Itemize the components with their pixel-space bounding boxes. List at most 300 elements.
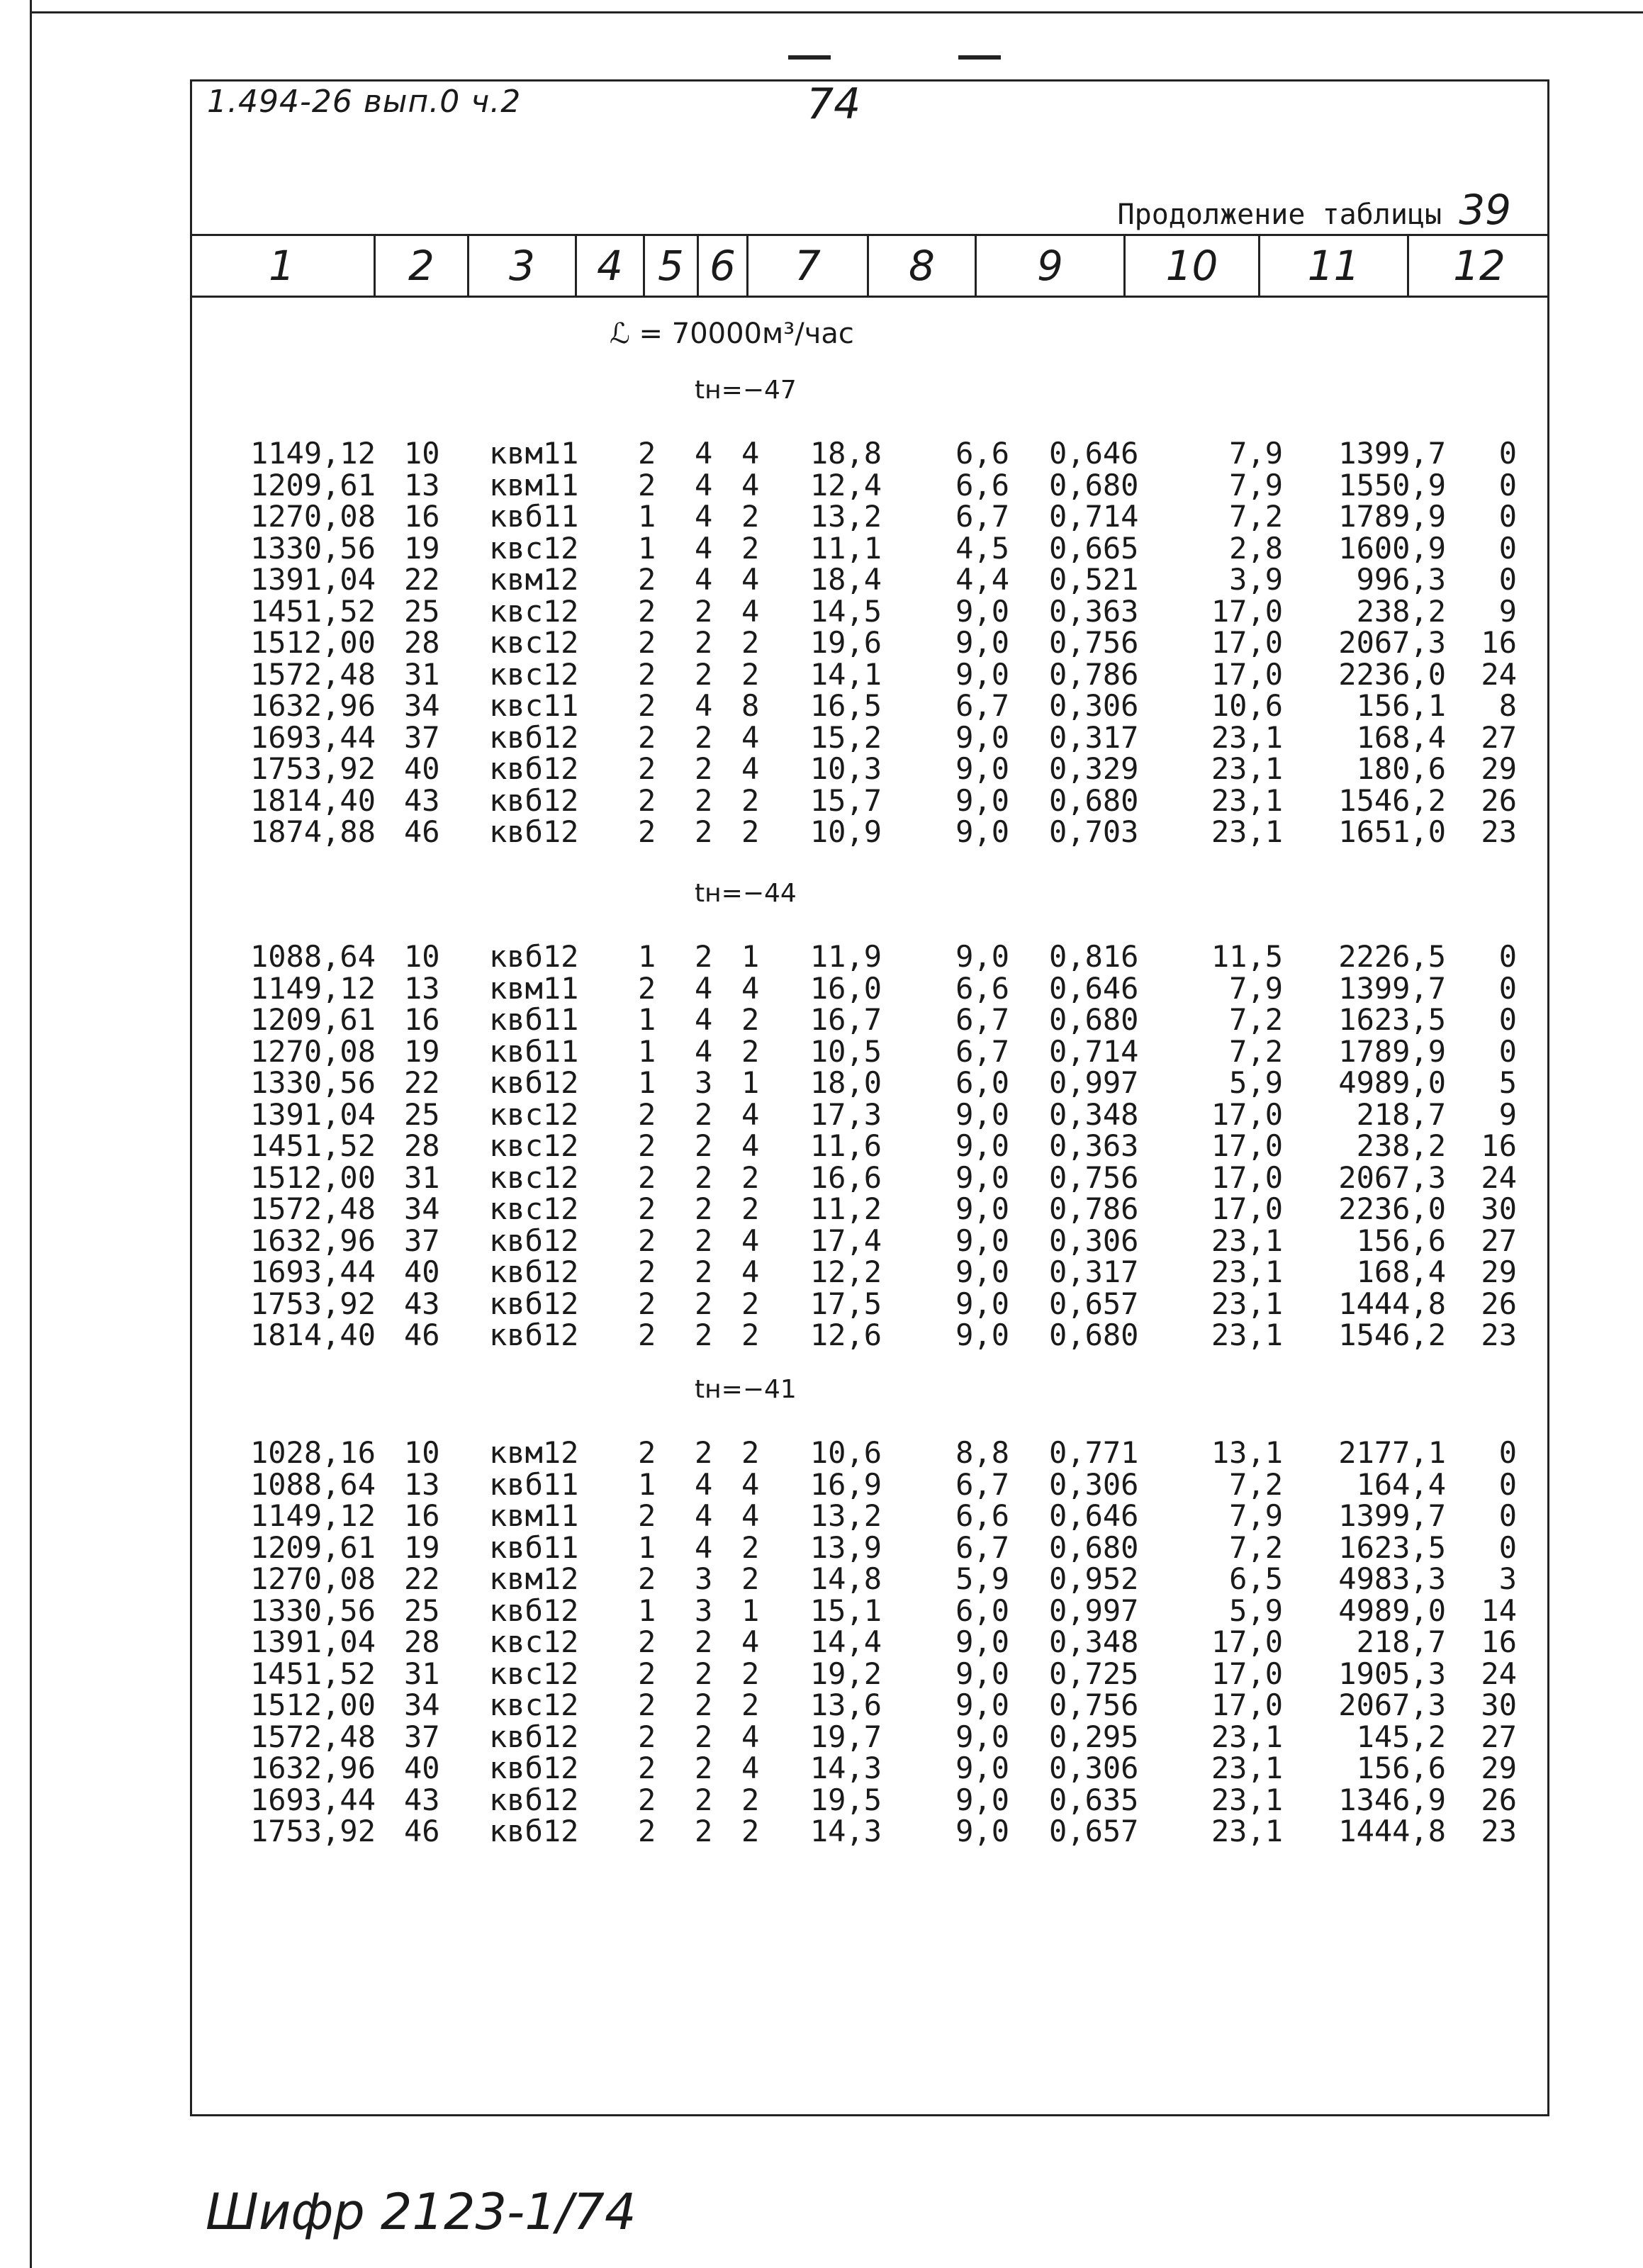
table-cell: 46 — [404, 814, 440, 849]
table-cell: 2 — [741, 782, 760, 818]
table-cell: 0,680 — [1049, 782, 1139, 818]
table-cell: 0,665 — [1049, 530, 1139, 566]
table-cell: 17,0 — [1211, 1096, 1283, 1132]
table-cell: 0,786 — [1049, 656, 1139, 692]
table-cell: 37 — [404, 1223, 440, 1258]
table-cell: 2 — [695, 719, 713, 755]
table-cell: квс12 — [489, 1656, 579, 1691]
table-cell: 13 — [404, 970, 440, 1006]
table-cell: 9,0 — [955, 1688, 1009, 1722]
table-cell: 2 — [741, 814, 760, 849]
table-cell: 23,1 — [1211, 1814, 1283, 1848]
table-cell: 2 — [638, 1128, 656, 1163]
table-cell: 0,348 — [1049, 1624, 1139, 1659]
table-cell: 1651,0 — [1338, 814, 1446, 849]
table-row — [0, 1286, 1643, 1321]
table-cell: 2 — [695, 782, 713, 818]
table-cell: 23,1 — [1211, 1782, 1283, 1817]
column-header: 2 — [376, 236, 469, 296]
table-cell: квб12 — [489, 1751, 579, 1785]
table-cell: 1330,56 — [249, 1065, 376, 1100]
table-cell: 1451,52 — [249, 1128, 376, 1163]
table-row — [0, 1223, 1643, 1258]
table-cell: 18,8 — [809, 436, 882, 471]
table-cell: 1028,16 — [249, 1435, 376, 1470]
table-cell: 4 — [695, 530, 713, 566]
table-cell: 0,816 — [1049, 939, 1139, 974]
table-cell: 1572,48 — [249, 1191, 376, 1226]
table-row — [0, 1033, 1643, 1069]
table-cell: квс11 — [489, 688, 579, 723]
column-header: 1 — [190, 236, 376, 296]
table-row — [0, 1498, 1643, 1533]
table-cell: 2 — [741, 1160, 760, 1195]
table-row — [0, 1128, 1643, 1163]
table-cell: 17,0 — [1211, 625, 1283, 660]
table-cell: 2 — [638, 1254, 656, 1289]
table-cell: 19,2 — [809, 1656, 882, 1691]
table-cell: 1623,5 — [1338, 1529, 1446, 1565]
table-cell: 17,4 — [809, 1223, 882, 1258]
table-cell: 0,756 — [1049, 1160, 1139, 1195]
table-cell: 2 — [741, 1286, 760, 1321]
table-cell: 1789,9 — [1338, 499, 1446, 534]
table-cell: 0,703 — [1049, 814, 1139, 849]
table-cell: 12,2 — [809, 1254, 882, 1289]
table-cell: 0,646 — [1049, 436, 1139, 471]
continuation-text: Продолжение таблицы — [1117, 198, 1442, 231]
table-cell: 14,1 — [809, 656, 882, 692]
column-header: 7 — [748, 236, 869, 296]
table-cell: 1814,40 — [249, 1318, 376, 1352]
table-cell: 4989,0 — [1338, 1065, 1446, 1100]
table-cell: 19 — [404, 1033, 440, 1069]
table-cell: 6,0 — [955, 1065, 1009, 1100]
table-cell: 156,6 — [1356, 1751, 1446, 1785]
table-cell: 10,3 — [809, 751, 882, 786]
table-cell: 22 — [404, 1561, 440, 1596]
table-cell: 1149,12 — [249, 970, 376, 1006]
table-cell: 5,9 — [955, 1561, 1009, 1596]
column-header: 11 — [1260, 236, 1409, 296]
table-cell: 9,0 — [955, 656, 1009, 692]
table-row — [0, 1719, 1643, 1754]
table-cell: 4 — [695, 436, 713, 471]
table-cell: квм11 — [489, 467, 579, 503]
table-cell: 26 — [1481, 782, 1517, 818]
table-cell: 6,7 — [955, 1529, 1009, 1565]
table-row — [0, 1254, 1643, 1289]
table-cell: 40 — [404, 751, 440, 786]
table-cell: 2 — [695, 751, 713, 786]
document-code: 1.494-26 вып.0 ч.2 — [207, 84, 522, 120]
table-cell: 19,7 — [809, 1719, 882, 1754]
table-cell: 0 — [1498, 436, 1517, 471]
table-cell: 6,6 — [955, 467, 1009, 503]
table-cell: 996,3 — [1356, 562, 1446, 597]
table-cell: 2 — [638, 814, 656, 849]
table-cell: 10,6 — [809, 1435, 882, 1470]
table-cell: 19,5 — [809, 1782, 882, 1817]
table-cell: 1 — [638, 499, 656, 534]
table-cell: квс12 — [489, 625, 579, 660]
table-cell: 1550,9 — [1338, 467, 1446, 503]
table-cell: 40 — [404, 1751, 440, 1785]
table-cell: 9,0 — [955, 939, 1009, 974]
table-cell: 1399,7 — [1338, 970, 1446, 1006]
table-cell: 4,4 — [955, 562, 1009, 597]
table-cell: 4 — [741, 751, 760, 786]
table-cell: 2 — [638, 436, 656, 471]
table-cell: 7,2 — [1229, 1466, 1283, 1502]
table-cell: 2 — [695, 939, 713, 974]
table-cell: 2 — [695, 1318, 713, 1352]
table-cell: 24 — [1481, 1656, 1517, 1691]
table-cell: 6,6 — [955, 436, 1009, 471]
table-cell: 2236,0 — [1338, 1191, 1446, 1226]
table-cell: 2 — [695, 625, 713, 660]
table-cell: 9,0 — [955, 1751, 1009, 1785]
table-cell: 1 — [638, 1002, 656, 1037]
table-cell: 16,6 — [809, 1160, 882, 1195]
column-header: 4 — [577, 236, 645, 296]
table-cell: квс12 — [489, 530, 579, 566]
table-cell: 1 — [638, 1466, 656, 1502]
table-cell: 2 — [638, 751, 656, 786]
table-cell: 0,646 — [1049, 1498, 1139, 1533]
table-cell: 25 — [404, 1593, 440, 1628]
table-cell: 2 — [695, 814, 713, 849]
table-cell: 238,2 — [1356, 1128, 1446, 1163]
table-cell: квс12 — [489, 1688, 579, 1722]
table-cell: 2 — [695, 1435, 713, 1470]
table-cell: 14,4 — [809, 1624, 882, 1659]
table-cell: квб11 — [489, 1033, 579, 1069]
table-cell: 2 — [638, 1096, 656, 1132]
table-cell: 17,5 — [809, 1286, 882, 1321]
table-row — [0, 1318, 1643, 1352]
table-cell: 16 — [1481, 625, 1517, 660]
table-cell: 7,2 — [1229, 499, 1283, 534]
table-cell: 1753,92 — [249, 1286, 376, 1321]
table-cell: 4983,3 — [1338, 1561, 1446, 1596]
table-cell: 23,1 — [1211, 751, 1283, 786]
table-cell: 19 — [404, 1529, 440, 1565]
table-cell: 2 — [695, 1223, 713, 1258]
table-cell: 7,2 — [1229, 1529, 1283, 1565]
table-cell: 2 — [741, 1002, 760, 1037]
table-cell: квб11 — [489, 1002, 579, 1037]
table-cell: 17,0 — [1211, 656, 1283, 692]
table-cell: 1632,96 — [249, 688, 376, 723]
table-cell: 4 — [741, 1498, 760, 1533]
table-cell: 30 — [1481, 1191, 1517, 1226]
section-label: tн=−44 — [695, 879, 797, 908]
table-cell: 1874,88 — [249, 814, 376, 849]
table-cell: 2 — [695, 1191, 713, 1226]
table-cell: 31 — [404, 1656, 440, 1691]
table-cell: 180,6 — [1356, 751, 1446, 786]
table-cell: 4 — [741, 1624, 760, 1659]
flow-rate-title: ℒ = 70000м³/час — [610, 318, 854, 350]
table-cell: квб11 — [489, 1529, 579, 1565]
table-cell: 156,6 — [1356, 1223, 1446, 1258]
table-cell: 15,2 — [809, 719, 882, 755]
table-cell: 4 — [695, 1033, 713, 1069]
table-cell: 13,9 — [809, 1529, 882, 1565]
table-cell: 5,9 — [1229, 1593, 1283, 1628]
table-cell: 2 — [638, 1782, 656, 1817]
table-cell: 0 — [1498, 939, 1517, 974]
table-cell: квб12 — [489, 814, 579, 849]
table-cell: 0,363 — [1049, 593, 1139, 629]
table-cell: 0,997 — [1049, 1593, 1139, 1628]
column-header: 3 — [469, 236, 577, 296]
table-cell: 2 — [741, 1561, 760, 1596]
table-row — [0, 719, 1643, 755]
table-cell: 1693,44 — [249, 719, 376, 755]
table-cell: 2 — [638, 688, 656, 723]
table-row — [0, 1624, 1643, 1659]
table-cell: 0,680 — [1049, 1318, 1139, 1352]
table-row — [0, 562, 1643, 597]
table-cell: 3 — [695, 1065, 713, 1100]
table-cell: 12,6 — [809, 1318, 882, 1352]
continuation-label — [1118, 186, 1511, 234]
table-cell: 2226,5 — [1338, 939, 1446, 974]
table-cell: 4 — [741, 467, 760, 503]
section-label: tн=−47 — [695, 376, 797, 405]
table-cell: 1 — [638, 1593, 656, 1628]
table-cell: 43 — [404, 1286, 440, 1321]
table-cell: 2 — [695, 1096, 713, 1132]
table-cell: 4 — [695, 970, 713, 1006]
table-cell: 4 — [695, 1529, 713, 1565]
table-cell: 4 — [695, 467, 713, 503]
table-cell: 2 — [638, 1561, 656, 1596]
table-cell: квм12 — [489, 1435, 579, 1470]
table-cell: квс12 — [489, 1191, 579, 1226]
table-row — [0, 1814, 1643, 1848]
table-cell: 9,0 — [955, 814, 1009, 849]
table-cell: 4 — [741, 436, 760, 471]
table-cell: 6,7 — [955, 1466, 1009, 1502]
table-cell: 12,4 — [809, 467, 882, 503]
table-cell: 27 — [1481, 1719, 1517, 1754]
table-cell: 19 — [404, 530, 440, 566]
column-header: 6 — [699, 236, 748, 296]
table-cell: 5,9 — [1229, 1065, 1283, 1100]
table-cell: 2 — [695, 656, 713, 692]
table-cell: 14,5 — [809, 593, 882, 629]
table-cell: 1270,08 — [249, 1561, 376, 1596]
table-cell: 4 — [695, 562, 713, 597]
table-row — [0, 814, 1643, 849]
table-cell: 1572,48 — [249, 1719, 376, 1754]
table-cell: 10,5 — [809, 1033, 882, 1069]
column-header: 10 — [1126, 236, 1260, 296]
table-cell: 4 — [741, 1466, 760, 1502]
table-cell: 19,6 — [809, 625, 882, 660]
table-cell: 23,1 — [1211, 1719, 1283, 1754]
table-cell: 0 — [1498, 970, 1517, 1006]
table-cell: квб12 — [489, 1814, 579, 1848]
table-row — [0, 1065, 1643, 1100]
table-cell: квб12 — [489, 782, 579, 818]
table-cell: 0 — [1498, 467, 1517, 503]
table-cell: 16,9 — [809, 1466, 882, 1502]
table-cell: 11,2 — [809, 1191, 882, 1226]
table-cell: 37 — [404, 719, 440, 755]
table-cell: 23,1 — [1211, 1318, 1283, 1352]
table-cell: 2 — [741, 1814, 760, 1848]
table-cell: 2 — [695, 1782, 713, 1817]
table-cell: 46 — [404, 1814, 440, 1848]
table-cell: 2 — [695, 1814, 713, 1848]
table-cell: 2067,3 — [1338, 1688, 1446, 1722]
table-cell: 11,5 — [1211, 939, 1283, 974]
table-cell: 0,657 — [1049, 1286, 1139, 1321]
table-cell: 9,0 — [955, 1254, 1009, 1289]
table-cell: 0,756 — [1049, 625, 1139, 660]
table-cell: 9,0 — [955, 1782, 1009, 1817]
table-cell: 17,0 — [1211, 1191, 1283, 1226]
table-cell: 0,295 — [1049, 1719, 1139, 1754]
table-cell: 1270,08 — [249, 1033, 376, 1069]
table-cell: 2 — [638, 625, 656, 660]
table-cell: 10 — [404, 1435, 440, 1470]
column-header: 9 — [977, 236, 1126, 296]
table-cell: 2 — [695, 593, 713, 629]
page-number: 74 — [807, 79, 861, 129]
table-row — [0, 1160, 1643, 1195]
table-cell: 2 — [638, 1688, 656, 1722]
table-cell: 13,2 — [809, 1498, 882, 1533]
table-cell: 17,0 — [1211, 1688, 1283, 1722]
table-cell: 24 — [1481, 656, 1517, 692]
table-cell: 164,4 — [1356, 1466, 1446, 1502]
table-cell: 1209,61 — [249, 467, 376, 503]
table-cell: 1905,3 — [1338, 1656, 1446, 1691]
table-cell: 0 — [1498, 1033, 1517, 1069]
table-row — [0, 499, 1643, 534]
table-cell: 0,317 — [1049, 719, 1139, 755]
table-cell: 1546,2 — [1338, 782, 1446, 818]
table-cell: 23 — [1481, 1814, 1517, 1848]
table-cell: квс12 — [489, 1128, 579, 1163]
table-cell: 2 — [695, 1254, 713, 1289]
table-cell: 2 — [638, 719, 656, 755]
table-cell: 9,0 — [955, 1814, 1009, 1848]
table-cell: 10 — [404, 939, 440, 974]
table-row — [0, 1782, 1643, 1817]
table-cell: квб12 — [489, 1782, 579, 1817]
table-cell: 168,4 — [1356, 1254, 1446, 1289]
table-cell: квб12 — [489, 719, 579, 755]
table-cell: 1451,52 — [249, 593, 376, 629]
column-header-row — [190, 234, 1549, 298]
table-cell: 4 — [741, 1254, 760, 1289]
table-cell: 10,9 — [809, 814, 882, 849]
table-cell: 0,348 — [1049, 1096, 1139, 1132]
table-cell: 6,5 — [1229, 1561, 1283, 1596]
table-cell: 3 — [695, 1561, 713, 1596]
table-cell: 22 — [404, 562, 440, 597]
table-cell: 4,5 — [955, 530, 1009, 566]
table-cell: 1 — [741, 1065, 760, 1100]
table-cell: 2 — [741, 625, 760, 660]
table-cell: 23,1 — [1211, 1254, 1283, 1289]
table-cell: 1444,8 — [1338, 1286, 1446, 1321]
table-cell: 9,0 — [955, 782, 1009, 818]
table-cell: 0,306 — [1049, 1466, 1139, 1502]
table-cell: 4 — [695, 688, 713, 723]
table-cell: 23,1 — [1211, 782, 1283, 818]
table-cell: 9,0 — [955, 1191, 1009, 1226]
table-cell: 0,680 — [1049, 467, 1139, 503]
table-cell: 2 — [638, 1624, 656, 1659]
table-cell: 0 — [1498, 499, 1517, 534]
table-cell: 1451,52 — [249, 1656, 376, 1691]
table-cell: 0,657 — [1049, 1814, 1139, 1848]
table-cell: 4 — [695, 1002, 713, 1037]
table-cell: 1753,92 — [249, 751, 376, 786]
table-cell: 2067,3 — [1338, 1160, 1446, 1195]
table-cell: 31 — [404, 1160, 440, 1195]
table-cell: 0,680 — [1049, 1002, 1139, 1037]
table-row — [0, 656, 1643, 692]
table-cell: 0,317 — [1049, 1254, 1139, 1289]
table-cell: 7,9 — [1229, 1498, 1283, 1533]
table-cell: 29 — [1481, 751, 1517, 786]
table-cell: 11,6 — [809, 1128, 882, 1163]
table-cell: 2 — [695, 1624, 713, 1659]
table-row — [0, 688, 1643, 723]
table-row — [0, 939, 1643, 974]
table-cell: 145,2 — [1356, 1719, 1446, 1754]
table-cell: 13,2 — [809, 499, 882, 534]
table-cell: 0,714 — [1049, 499, 1139, 534]
table-cell: 9,0 — [955, 1719, 1009, 1754]
table-cell: 4 — [695, 1498, 713, 1533]
table-cell: 5 — [1498, 1065, 1517, 1100]
table-cell: 17,0 — [1211, 1160, 1283, 1195]
table-cell: 1209,61 — [249, 1002, 376, 1037]
table-cell: 15,1 — [809, 1593, 882, 1628]
table-cell: 13,6 — [809, 1688, 882, 1722]
table-row — [0, 1529, 1643, 1565]
table-cell: 4 — [695, 499, 713, 534]
table-cell: 3 — [1498, 1561, 1517, 1596]
table-cell: 2 — [741, 1656, 760, 1691]
table-cell: 14 — [1481, 1593, 1517, 1628]
table-cell: 2 — [638, 656, 656, 692]
table-cell: 1391,04 — [249, 562, 376, 597]
table-cell: квб12 — [489, 751, 579, 786]
table-cell: 0 — [1498, 562, 1517, 597]
table-cell: 1693,44 — [249, 1782, 376, 1817]
table-cell: 2 — [741, 1191, 760, 1226]
table-cell: 1088,64 — [249, 1466, 376, 1502]
table-cell: квб12 — [489, 1065, 579, 1100]
table-cell: квб11 — [489, 1466, 579, 1502]
table-cell: 2 — [741, 530, 760, 566]
table-cell: 9 — [1498, 1096, 1517, 1132]
table-cell: 7,2 — [1229, 1002, 1283, 1037]
table-cell: 1 — [638, 1529, 656, 1565]
table-cell: 1600,9 — [1338, 530, 1446, 566]
table-cell: 1399,7 — [1338, 1498, 1446, 1533]
